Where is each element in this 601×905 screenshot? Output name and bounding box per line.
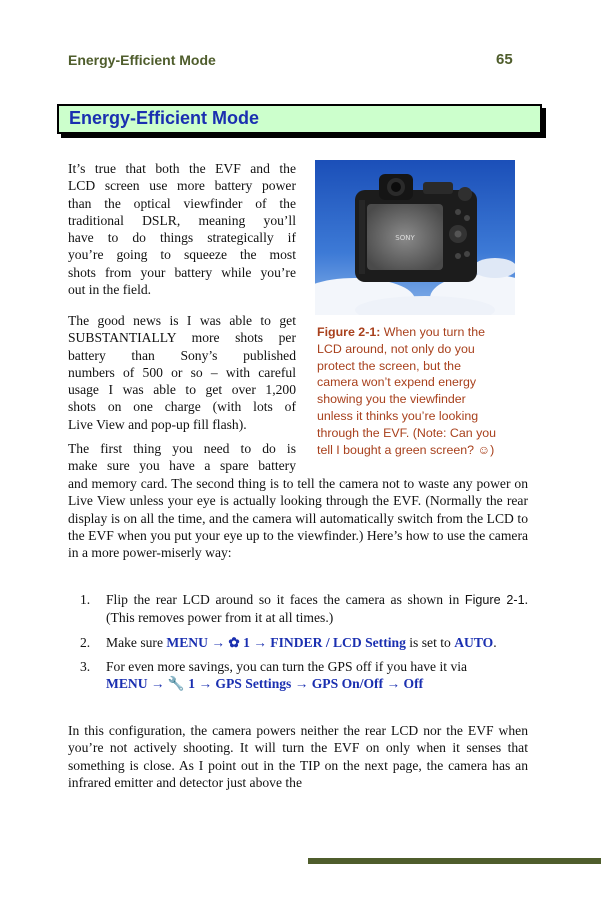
paragraph-1	[68, 160, 296, 298]
step-number: 2.	[80, 634, 91, 650]
caption-line: showing you the viewfinder	[317, 392, 466, 407]
caption-line: through the EVF. (Note: Can you	[317, 425, 497, 440]
p1-line: traditional DSLR, meaning you’ll	[68, 212, 296, 228]
camera-illustration	[315, 160, 515, 315]
figure-caption	[317, 324, 513, 458]
p2-line: Live View and pop-up fill flash).	[68, 416, 247, 432]
caption-line: protect the screen, but the	[317, 358, 461, 373]
step-text: Make sure	[106, 634, 167, 650]
list-item	[68, 658, 528, 693]
menu-path: MENU → 🔧 1 → GPS Settings → GPS On/Off → Off	[106, 676, 424, 692]
running-title: Energy-Efficient Mode	[68, 52, 216, 68]
caption-line: LCD around, not only do you	[317, 341, 475, 356]
list-item	[68, 634, 528, 651]
p1-line: have to do things strategically if	[68, 230, 296, 246]
step-text: Flip the rear LCD around so it faces the camera as shown in	[106, 592, 465, 607]
p2-line: The good news is I was able to get	[68, 313, 296, 328]
caption-line-1	[317, 324, 513, 341]
p1-line: It’s true that both the EVF and the	[68, 161, 296, 176]
heading-background	[57, 104, 542, 134]
section-heading: Energy-Efficient Mode	[69, 108, 260, 128]
p1-line: out in the field.	[68, 282, 152, 298]
p2-line: shots on one charge (with lots of	[68, 399, 296, 415]
paragraph-4-body: In this configuration, the camera powers neither the rear LCD nor the EVF when you’re not actively shooting. It will turn the EVF on only when it senses that something is close. As I point out in the TIP on the next page, the camera has an infrared emitter and detector just above the	[68, 723, 528, 790]
menu-value: AUTO	[454, 634, 494, 650]
p2-line: SUBSTANTIALLY more shots per	[68, 330, 296, 346]
footer-rule	[308, 858, 601, 864]
caption-line: camera won’t expend energy	[317, 375, 477, 390]
brand-text: SONY	[395, 234, 415, 242]
step-number: 1.	[80, 592, 91, 607]
figure-reference: Figure 2-1	[464, 593, 525, 607]
caption-line: tell I bought a green screen? ☺)	[317, 442, 495, 457]
p1-line: shots from your battery while you’re	[68, 264, 296, 280]
p2-line: battery than Sony’s published	[68, 347, 296, 363]
paragraph-4	[68, 722, 528, 791]
caption-label: Figure 2-1:	[317, 325, 381, 339]
steps-list	[68, 591, 528, 699]
paragraph-3-start	[68, 440, 296, 475]
p1-line: you’re going to squeeze the most	[68, 247, 296, 263]
p1-line: than the optical viewfinder of the	[68, 195, 296, 211]
step-text: is set to	[405, 634, 455, 650]
caption-line: unless it thinks you’re looking	[317, 408, 479, 423]
page-number: 65	[496, 51, 513, 68]
p1-line: LCD screen use more battery power	[68, 178, 296, 194]
p2-line: usage I was able to get over 1,200	[68, 382, 296, 398]
p3-line: The first thing you need to do is	[68, 441, 296, 456]
step-text: . (This removes power from it at all times.)	[106, 592, 528, 626]
menu-path: MENU → ✿ 1 → FINDER / LCD Setting	[166, 634, 406, 650]
step-text: .	[493, 634, 497, 650]
camera-photo	[315, 160, 515, 315]
step-number: 3.	[80, 658, 91, 674]
p2-line: numbers of 500 or so – with careful	[68, 364, 296, 380]
step-text: For even more savings, you can turn the GPS off if you have it via	[106, 658, 468, 674]
paragraph-3-rest	[68, 475, 528, 561]
section-heading-box	[57, 104, 546, 138]
p3-line: make sure you have a spare battery	[68, 458, 296, 474]
paragraph-3-body: and memory card. The second thing is to tell the camera not to waste any power on Live View unless your eye is actually looking through the EVF. (Normally the rear display is on all the time, and the camera will automatically switch from the LCD to the EVF when you put your eye up to the viewfinder.) Here’s how to use the camera in a more power-miserly way:	[68, 476, 528, 561]
list-item	[68, 591, 528, 627]
paragraph-2	[68, 312, 296, 433]
caption-text: When you turn the	[380, 325, 486, 339]
